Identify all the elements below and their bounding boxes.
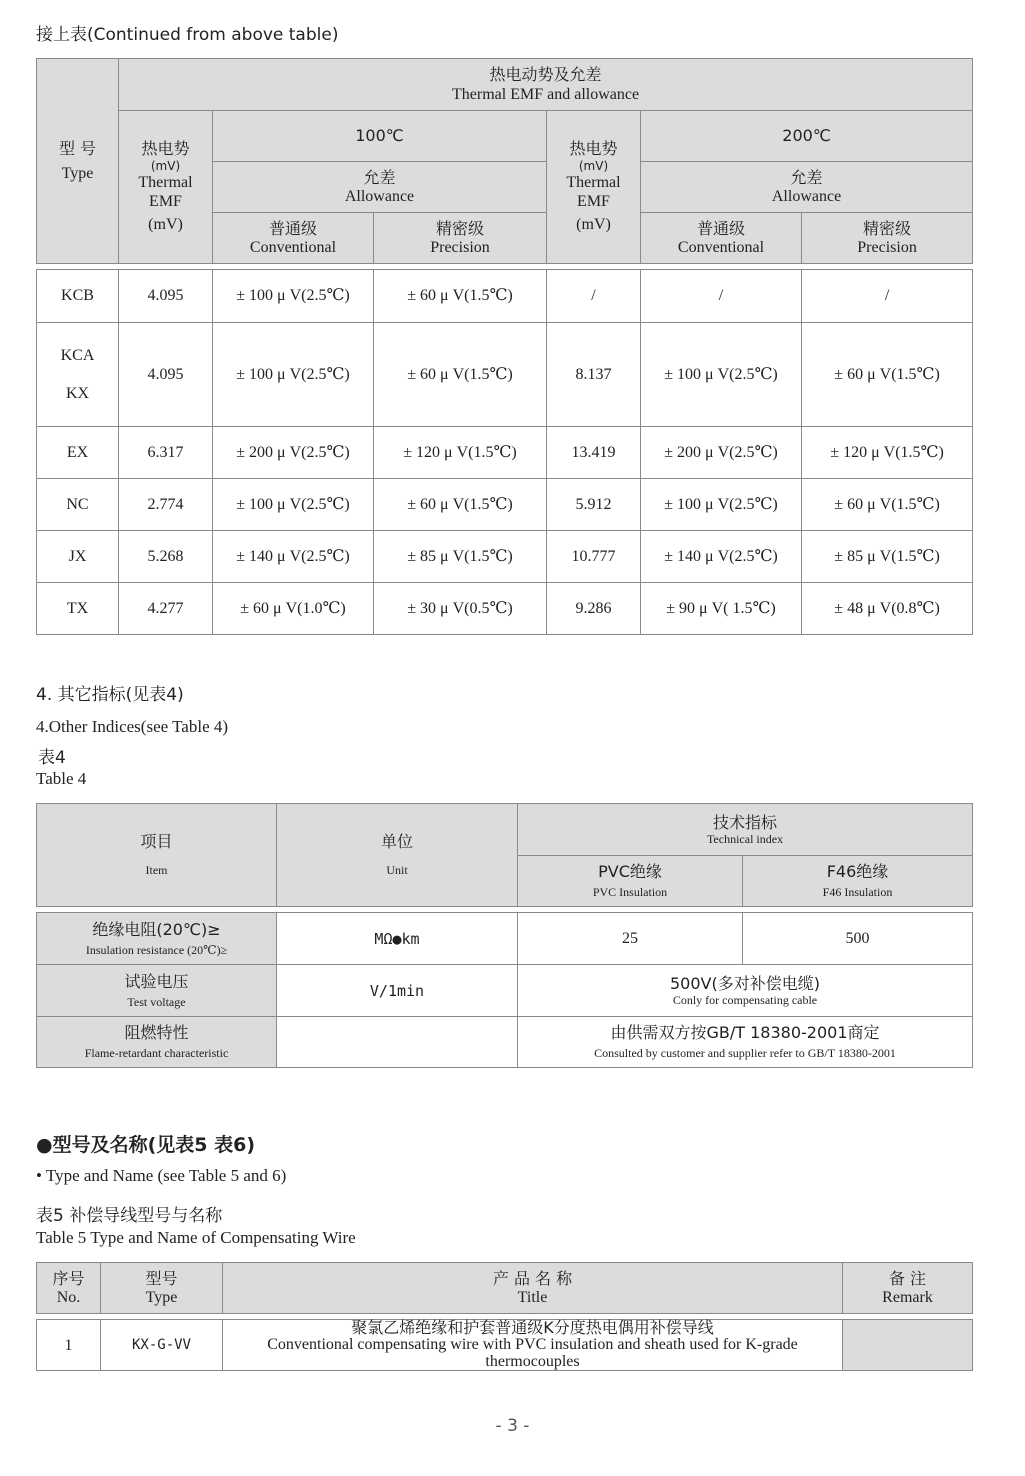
conventional-200-header: 普通级 Conventional (641, 213, 802, 264)
item-header: 项目 Item (37, 804, 277, 907)
type-header: 型号 Type (101, 1263, 223, 1314)
remark-header: 备 注 Remark (843, 1263, 973, 1314)
emf-header: 热电动势及允差 Thermal EMF and allowance (119, 59, 973, 111)
emf-table (36, 58, 973, 635)
section4-title-cn: 4. 其它指标(见表4) (36, 685, 184, 705)
f46-insulation-header: F46绝缘 F46 Insulation (743, 856, 973, 907)
title-header: 产 品 名 称 Title (223, 1263, 843, 1314)
thermal-emf-100-header: 热电势 (mV) Thermal EMF (mV) (119, 111, 213, 264)
table-row: KCA KX 4.095 ± 100 μ V(2.5℃) ± 60 μ V(1.5℃) 8.137 ± 100 μ V(2.5℃) ± 60 μ V(1.5℃) (37, 323, 973, 427)
thermal-emf-200-header: 热电势 (mV) Thermal EMF (mV) (547, 111, 641, 264)
allowance-100-header: 允差 Allowance (213, 162, 547, 213)
temp-200-header: 200℃ (641, 111, 973, 162)
table-row: 1 KX-G-VV 聚氯乙烯绝缘和护套普通级K分度热电偶用补偿导线 Conventional compensating wire with PVC insulation and sheath used for K-grade thermocouples (37, 1320, 973, 1371)
conventional-100-header: 普通级 Conventional (213, 213, 374, 264)
table-row: 试验电压 Test voltage V/1min 500V(多对补偿电缆) Conly for compensating cable (37, 965, 973, 1017)
table-row: 绝缘电阻(20℃)≥ Insulation resistance (20℃)≥ MΩ●km 25 500 (37, 913, 973, 965)
table-row: KCB 4.095 ± 100 μ V(2.5℃) ± 60 μ V(1.5℃) / / / (37, 270, 973, 323)
type-header: 型 号 Type (37, 59, 119, 264)
table4-label-cn: 表4 (38, 748, 66, 768)
table-row: JX 5.268 ± 140 μ V(2.5℃) ± 85 μ V(1.5℃) 10.777 ± 140 μ V(2.5℃) ± 85 μ V(1.5℃) (37, 531, 973, 583)
table5-label-en: Table 5 Type and Name of Compensating Wire (36, 1228, 356, 1247)
section5-title-cn: ●型号及名称(见表5 表6) (36, 1134, 256, 1156)
technical-index-header: 技术指标 Technical index (518, 804, 973, 856)
pvc-insulation-header: PVC绝缘 PVC Insulation (518, 856, 743, 907)
section5-title-en: • Type and Name (see Table 5 and 6) (36, 1166, 287, 1185)
page-number: - 3 - (495, 1416, 530, 1436)
allowance-200-header: 允差 Allowance (641, 162, 973, 213)
continued-label: 接上表(Continued from above table) (36, 25, 339, 45)
table-row: EX 6.317 ± 200 μ V(2.5℃) ± 120 μ V(1.5℃) 13.419 ± 200 μ V(2.5℃) ± 120 μ V(1.5℃) (37, 427, 973, 479)
table-row: NC 2.774 ± 100 μ V(2.5℃) ± 60 μ V(1.5℃) 5.912 ± 100 μ V(2.5℃) ± 60 μ V(1.5℃) (37, 479, 973, 531)
table4-label-en: Table 4 (36, 769, 87, 788)
section4-title-en: 4.Other Indices(see Table 4) (36, 717, 229, 736)
temp-100-header: 100℃ (213, 111, 547, 162)
type-name-table (36, 1262, 973, 1371)
unit-header: 单位 Unit (277, 804, 518, 907)
table-row: 阻燃特性 Flame-retardant characteristic 由供需双方按GB/T 18380-2001商定 Consulted by customer and supplier refer to GB/T 18380-2001 (37, 1017, 973, 1068)
table-row: TX 4.277 ± 60 μ V(1.0℃) ± 30 μ V(0.5℃) 9.286 ± 90 μ V( 1.5℃) ± 48 μ V(0.8℃) (37, 583, 973, 635)
precision-200-header: 精密级 Precision (802, 213, 973, 264)
no-header: 序号 No. (37, 1263, 101, 1314)
precision-100-header: 精密级 Precision (374, 213, 547, 264)
other-indices-table (36, 803, 973, 1068)
table5-label-cn: 表5 补偿导线型号与名称 (36, 1206, 223, 1226)
